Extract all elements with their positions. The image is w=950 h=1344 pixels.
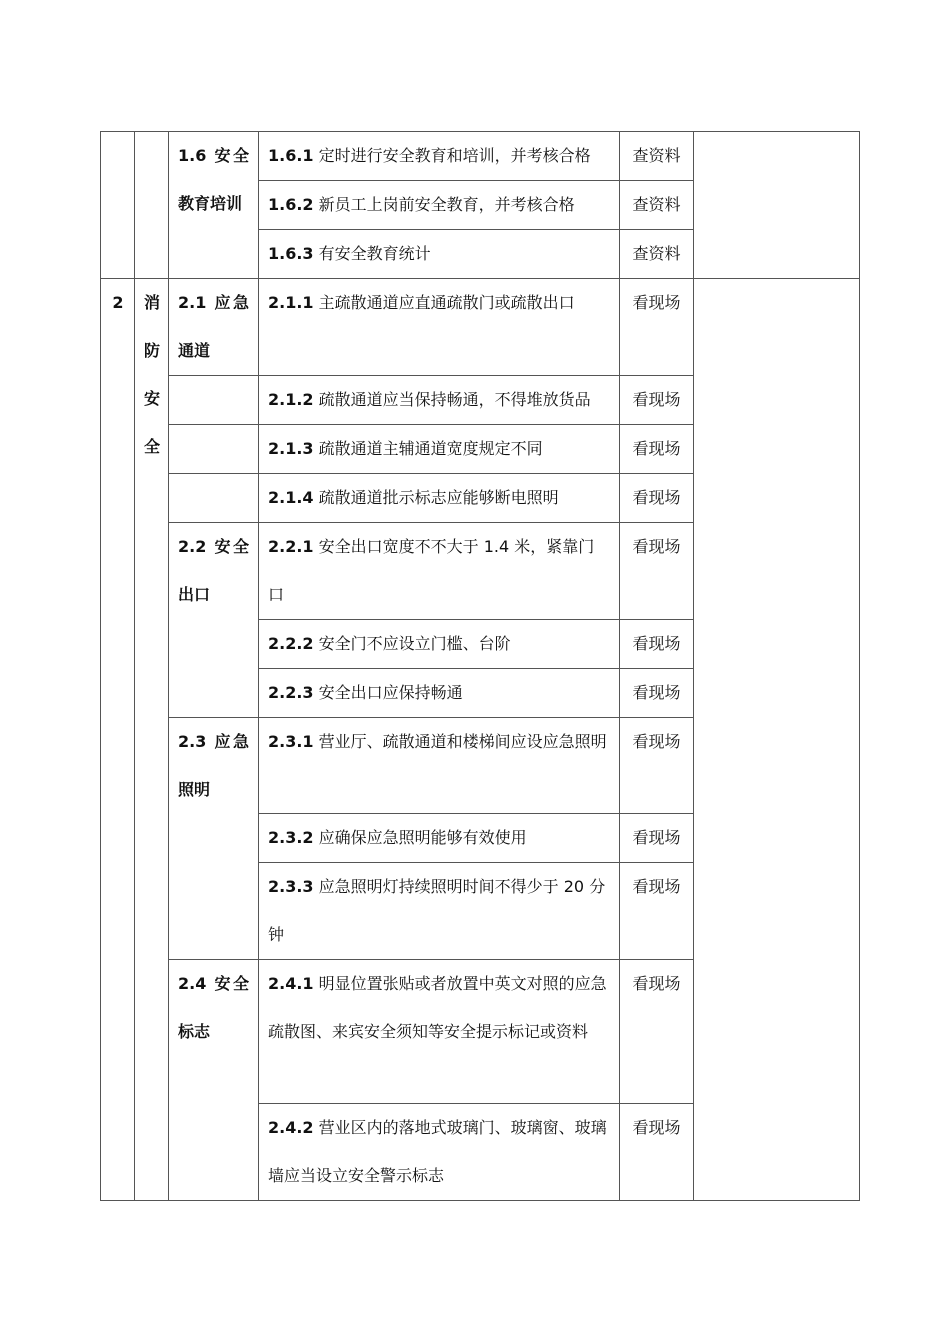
method-2-1-1: 看现场 — [620, 279, 694, 376]
subcategory-empty — [169, 425, 259, 474]
section-number-2: 2 — [101, 279, 135, 1201]
table-row — [101, 279, 860, 376]
category-fire-safety: 消防安全 — [135, 279, 169, 1201]
item-2-3-2: 2.3.2 应确保应急照明能够有效使用 — [259, 814, 620, 863]
method-1-6-2: 查资料 — [620, 181, 694, 230]
subcategory-empty — [169, 376, 259, 425]
item-2-1-1: 2.1.1 主疏散通道应直通疏散门或疏散出口 — [259, 279, 620, 376]
method-2-1-4: 看现场 — [620, 474, 694, 523]
method-2-3-2: 看现场 — [620, 814, 694, 863]
subcategory-2-2: 2.2 安全 出口 — [169, 523, 259, 718]
method-2-1-2: 看现场 — [620, 376, 694, 425]
remarks-cell — [694, 132, 860, 279]
subcategory-1-6: 1.6 安全 教育培训 — [169, 132, 259, 279]
item-1-6-2: 1.6.2 新员工上岗前安全教育，并考核合格 — [259, 181, 620, 230]
item-1-6-3: 1.6.3 有安全教育统计 — [259, 230, 620, 279]
item-2-3-1: 2.3.1 营业厅、疏散通道和楼梯间应设应急照明 — [259, 718, 620, 814]
method-2-3-3: 看现场 — [620, 863, 694, 960]
subcategory-empty — [169, 474, 259, 523]
item-2-1-4: 2.1.4 疏散通道批示标志应能够断电照明 — [259, 474, 620, 523]
item-2-4-1: 2.4.1 明显位置张贴或者放置中英文对照的应急疏散图、来宾安全须知等安全提示标记或资料 — [259, 960, 620, 1104]
subcategory-2-4: 2.4 安全 标志 — [169, 960, 259, 1201]
category-cell — [135, 132, 169, 279]
method-1-6-3: 查资料 — [620, 230, 694, 279]
item-2-1-3: 2.1.3 疏散通道主辅通道宽度规定不同 — [259, 425, 620, 474]
method-2-4-2: 看现场 — [620, 1104, 694, 1201]
item-2-2-2: 2.2.2 安全门不应设立门槛、台阶 — [259, 620, 620, 669]
item-2-1-2: 2.1.2 疏散通道应当保持畅通，不得堆放货品 — [259, 376, 620, 425]
subcategory-2-1: 2.1 应急 通道 — [169, 279, 259, 376]
inspection-table — [100, 131, 860, 1201]
subcategory-2-3: 2.3 应急 照明 — [169, 718, 259, 960]
method-2-1-3: 看现场 — [620, 425, 694, 474]
item-2-2-3: 2.2.3 安全出口应保持畅通 — [259, 669, 620, 718]
method-2-3-1: 看现场 — [620, 718, 694, 814]
method-2-2-2: 看现场 — [620, 620, 694, 669]
table-row — [101, 132, 860, 181]
item-2-4-2: 2.4.2 营业区内的落地式玻璃门、玻璃窗、玻璃墙应当设立安全警示标志 — [259, 1104, 620, 1201]
section-number-cell — [101, 132, 135, 279]
method-1-6-1: 查资料 — [620, 132, 694, 181]
remarks-cell — [694, 279, 860, 1201]
method-2-2-1: 看现场 — [620, 523, 694, 620]
item-1-6-1: 1.6.1 定时进行安全教育和培训，并考核合格 — [259, 132, 620, 181]
method-2-2-3: 看现场 — [620, 669, 694, 718]
item-2-3-3: 2.3.3 应急照明灯持续照明时间不得少于 20 分钟 — [259, 863, 620, 960]
item-2-2-1: 2.2.1 安全出口宽度不不大于 1.4 米，紧靠门口 — [259, 523, 620, 620]
method-2-4-1: 看现场 — [620, 960, 694, 1104]
